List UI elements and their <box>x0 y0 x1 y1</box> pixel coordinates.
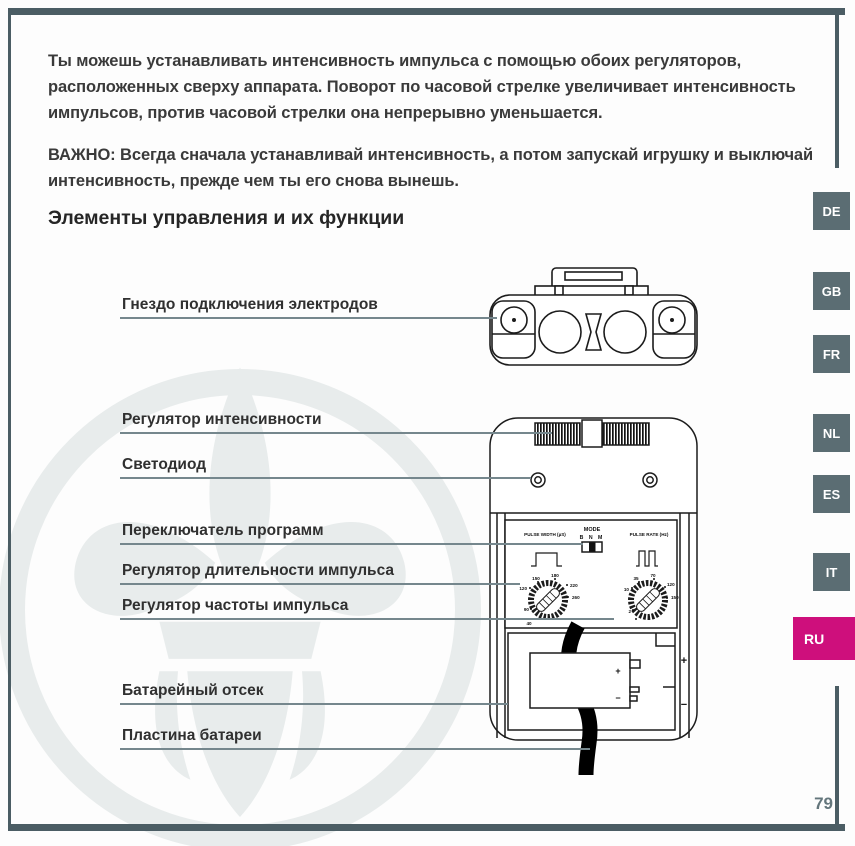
contact-minus-mark: − <box>680 699 688 711</box>
leader-intensity-regulator <box>120 432 552 434</box>
leader-battery-compartment <box>120 703 508 705</box>
electrode-socket-left <box>492 301 535 358</box>
svg-text:35: 35 <box>633 576 639 581</box>
tab-lang-de[interactable] <box>813 192 850 230</box>
electrode-socket-right <box>653 301 695 358</box>
tab-label: FR <box>822 346 841 362</box>
led-indicator-right <box>643 473 657 487</box>
leader-electrode-socket <box>120 317 497 319</box>
connector-tab <box>535 268 648 297</box>
device-front-view-diagram <box>483 413 708 785</box>
leader-led <box>120 477 531 479</box>
tab-lang-ru-active[interactable] <box>793 617 855 660</box>
label-battery-compartment: Батарейный отсек <box>122 682 264 699</box>
svg-text:40: 40 <box>526 621 532 626</box>
tab-label: IT <box>825 564 838 580</box>
intensity-wheel-left-top <box>539 311 581 353</box>
svg-text:150: 150 <box>671 595 679 600</box>
mode-options-label: B N M <box>579 535 605 541</box>
frame-right-border-lower <box>835 686 839 824</box>
label-intensity-regulator: Регулятор интенсивности <box>122 411 322 428</box>
battery-9v <box>530 653 640 708</box>
led-indicator-left <box>531 473 545 487</box>
label-program-switch: Переключатель программ <box>122 522 324 539</box>
tab-label: GB <box>821 283 842 299</box>
pulse-rate-label: PULSE RATE (Hz) <box>629 532 669 537</box>
svg-text:70: 70 <box>650 573 656 578</box>
leader-pulse-rate-regulator <box>120 618 614 620</box>
pulse-width-label: PULSE WIDTH (µS) <box>524 532 566 537</box>
leader-pulse-width-regulator <box>120 583 520 585</box>
frame-left-border <box>8 8 11 831</box>
tab-lang-fr[interactable] <box>813 335 850 373</box>
svg-text:260: 260 <box>572 595 580 600</box>
label-pulse-width-regulator: Регулятор длительности импульса <box>122 562 395 579</box>
intro-paragraph: Ты можешь устанавливать интенсивность импульса с помощью обоих регуляторов, расположенных сверху аппарата. Поворот по часовой стрелке увеличивает интенсивность импульсов, против часовой стрелки она непрерывно уменьшается. <box>48 52 796 122</box>
tab-label: DE <box>822 203 841 219</box>
section-title: Элементы управления и их функции <box>48 207 405 229</box>
leader-battery-plate <box>120 748 590 750</box>
svg-text:10: 10 <box>623 587 629 592</box>
label-battery-plate: Пластина батареи <box>122 727 262 744</box>
svg-text:120: 120 <box>519 586 527 591</box>
svg-text:2: 2 <box>628 609 631 614</box>
tab-lang-gb[interactable] <box>813 272 850 310</box>
tab-lang-es[interactable] <box>813 475 850 513</box>
mode-switch <box>582 542 602 552</box>
svg-text:120: 120 <box>667 582 675 587</box>
tab-lang-it[interactable] <box>813 553 850 591</box>
contact-plus-mark: + <box>680 655 688 667</box>
tab-label: NL <box>822 425 841 441</box>
tab-label: ES <box>822 486 841 502</box>
frame-right-border-upper <box>835 8 839 168</box>
intensity-thumbwheels <box>535 420 649 447</box>
svg-text:180: 180 <box>551 573 559 578</box>
label-led: Светодиод <box>122 456 207 473</box>
tab-lang-nl[interactable] <box>813 414 850 452</box>
svg-text:220: 220 <box>570 583 578 588</box>
mode-label: MODE <box>583 527 601 533</box>
battery-minus-mark: − <box>615 693 621 703</box>
label-electrode-socket: Гнездо подключения электродов <box>122 296 378 313</box>
frame-top-border <box>8 8 845 15</box>
page-number: 79 <box>814 794 833 813</box>
leader-program-switch <box>120 543 583 545</box>
tab-label: RU <box>804 630 825 647</box>
label-pulse-rate-regulator: Регулятор частоты импульса <box>122 597 349 614</box>
device-top-view-diagram <box>483 256 705 374</box>
svg-text:90: 90 <box>523 607 529 612</box>
intensity-wheel-right-top <box>604 311 646 353</box>
svg-text:150: 150 <box>532 576 540 581</box>
battery-plus-mark: + <box>615 666 621 676</box>
important-paragraph: ВАЖНО: Всегда сначала устанавливай интенсивность, а потом запускай игрушку и выключай интенсивность, прежде чем ты его снова вынешь. <box>48 146 814 190</box>
frame-bottom-border <box>8 824 845 831</box>
